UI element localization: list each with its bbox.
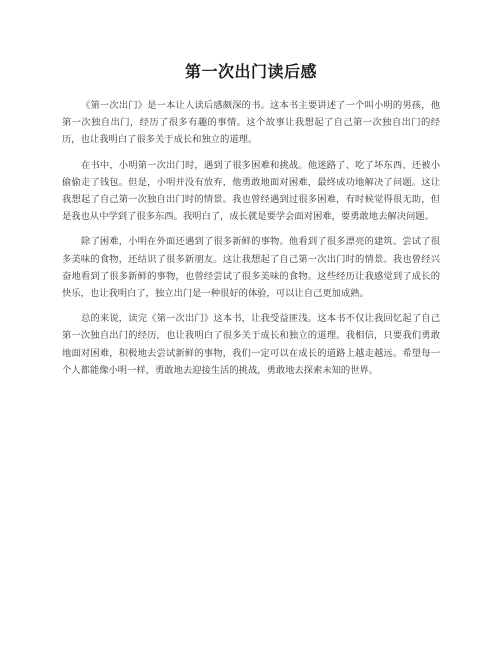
paragraph-1: 《第一次出门》是一本让人读后感颇深的书。这本书主要讲述了一个叫小明的男孩，他第一次独自出门，经历了很多有趣的事情。这个故事让我想起了自己第一次独自出门的经历，也让我明白了很多关于成长和独立的道理。 xyxy=(62,100,440,146)
document-body xyxy=(62,97,440,387)
paragraph-2: 在书中，小明第一次出门时，遇到了很多困难和挑战。他迷路了、吃了坏东西、还被小偷偷走了钱包。但是，小明并没有放弃，他勇敢地面对困难，最终成功地解决了问题。这让我想起了自己第一次独自出门时的情景。我也曾经遇到过很多困难，有时候觉得很无助，但是我也从中学到了很多东西。我明白了，成长就是要学会面对困难，要勇敢地去解决问题。 xyxy=(62,159,440,223)
paragraph-4: 总的来说，读完《第一次出门》这本书，让我受益匪浅。这本书不仅让我回忆起了自己第一次独自出门的经历，也让我明白了很多关于成长和独立的道理。我相信，只要我们勇敢地面对困难，积极地去尝试新鲜的事物，我们一定可以在成长的道路上越走越远。希望每一个人都能像小明一样，勇敢地去迎接生活的挑战，勇敢地去探索未知的世界。 xyxy=(62,313,440,376)
paragraph-3: 除了困难，小明在外面还遇到了很多新鲜的事物。他看到了很多漂亮的建筑、尝试了很多美味的食物，还结识了很多新朋友。这让我想起了自己第一次出门时的情景。我也曾经兴奋地看到了很多新鲜的事物，也曾经尝试了很多美味的食物。这些经历让我感觉到了成长的快乐，也让我明白了，独立出门是一种很好的体验，可以让自己更加成熟。 xyxy=(62,236,440,300)
document-title: 第一次出门读后感 xyxy=(184,62,317,81)
